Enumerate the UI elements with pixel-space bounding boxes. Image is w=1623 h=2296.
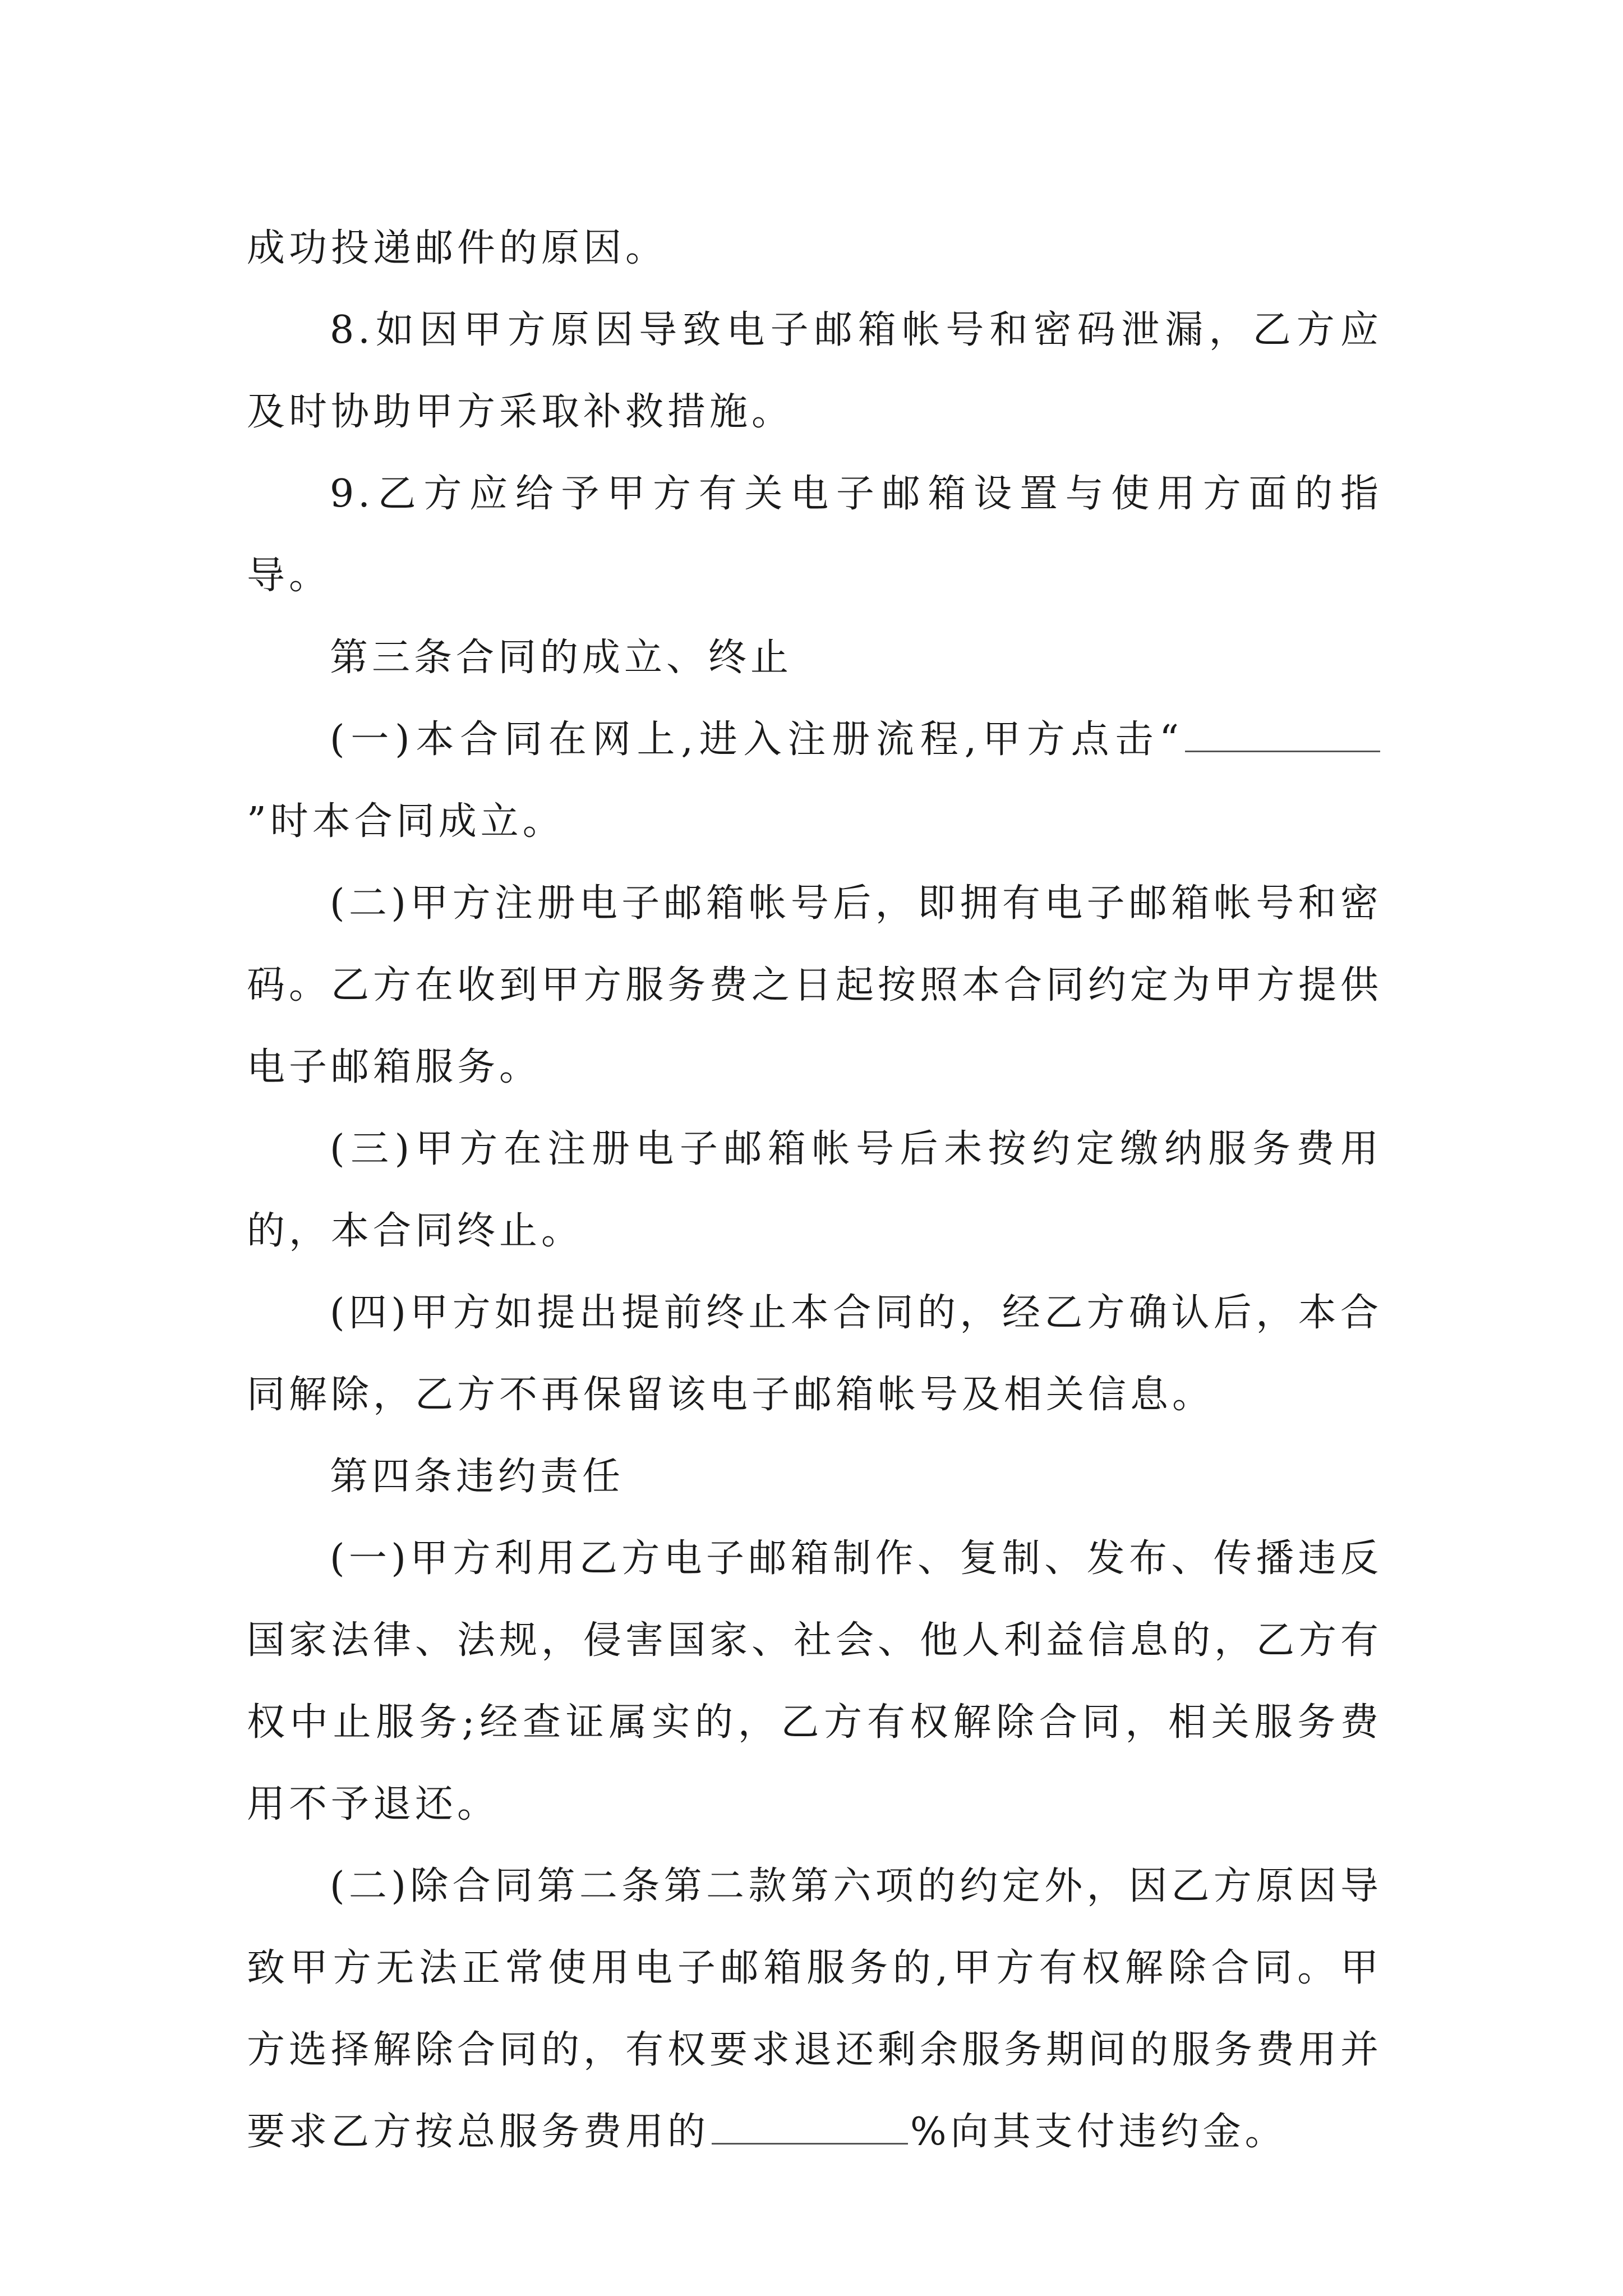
article-4-heading: 第四条违约责任 (330, 1455, 625, 1499)
article-3-section-4: (四)甲方如提出提前终止本合同的，经乙方确认后，本合同解除，乙方不再保留该电子邮箱帐号及相关信息。 (247, 1291, 1382, 1417)
clause-item-8: 8.如因甲方原因导致电子邮箱帐号和密码泄漏，乙方应及时协助甲方采取补救措施。 (247, 308, 1382, 434)
document-body (247, 208, 1382, 2173)
article-3-section-3: (三)甲方在注册电子邮箱帐号后未按约定缴纳服务费用的，本合同终止。 (247, 1127, 1382, 1253)
clause-item-9: 9.乙方应给予甲方有关电子邮箱设置与使用方面的指导。 (247, 472, 1382, 598)
article-3-heading: 第三条合同的成立、终止 (330, 636, 793, 680)
section-text: ”时本合同成立。 (247, 799, 565, 844)
section-text: (一)本合同在网上,进入注册流程,甲方点击“ (330, 717, 1183, 762)
fill-in-blank-penalty-percent (712, 2109, 908, 2145)
section-text: (二)除合同第二条第二款第六项的约定外，因乙方原因导致甲方无法正常使用电子邮箱服务的,甲方有权解除合同。甲方选择解除合同的，有权要求退还剩余服务期间的服务费用并要求乙方按总服务费用的 (247, 1864, 1383, 2154)
section-text: %向其支付违约金。 (910, 2110, 1287, 2154)
fill-in-blank-button-label (1185, 717, 1380, 752)
article-3-section-1 (247, 699, 1382, 863)
paragraph-continuation: 成功投递邮件的原因。 (247, 226, 668, 270)
article-4-section-2 (247, 1846, 1382, 2173)
article-3-section-2: (二)甲方注册电子邮箱帐号后，即拥有电子邮箱帐号和密码。乙方在收到甲方服务费之日起按照本合同约定为甲方提供电子邮箱服务。 (247, 881, 1383, 1089)
article-4-section-1: (一)甲方利用乙方电子邮箱制作、复制、发布、传播违反国家法律、法规，侵害国家、社会、他人利益信息的，乙方有权中止服务;经查证属实的，乙方有权解除合同，相关服务费用不予退还。 (247, 1536, 1383, 1826)
